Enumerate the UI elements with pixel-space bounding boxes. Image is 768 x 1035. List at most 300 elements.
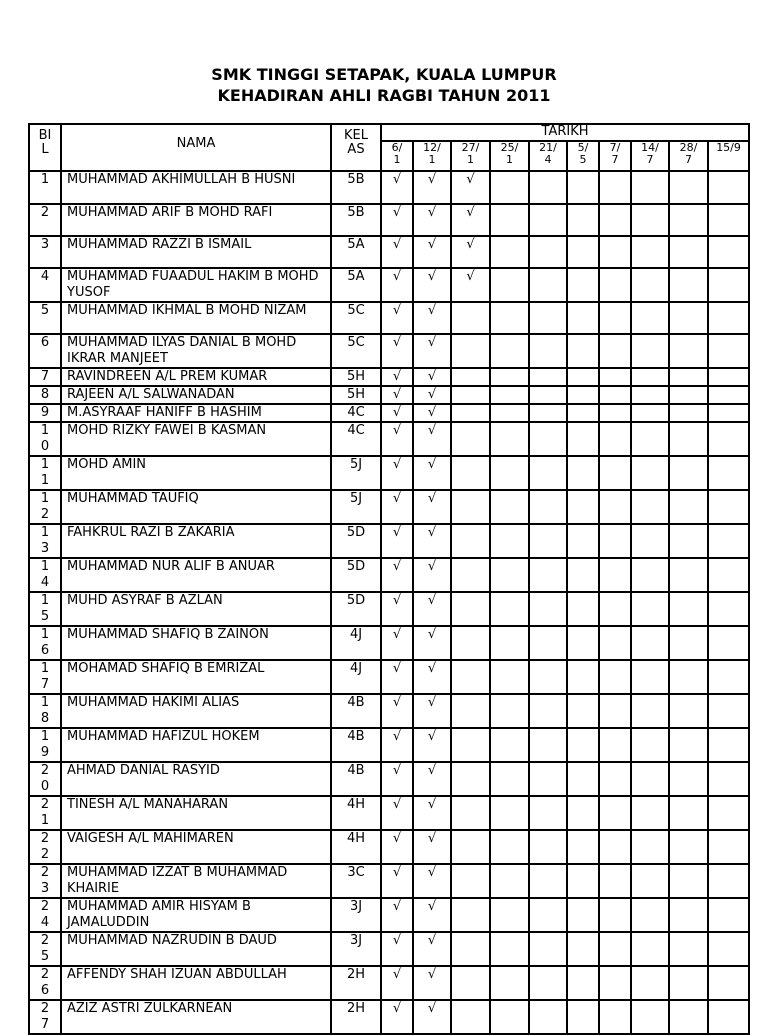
table-row bbox=[29, 694, 749, 728]
empty-cell bbox=[451, 830, 490, 864]
empty-cell bbox=[669, 592, 708, 626]
empty-cell bbox=[599, 422, 631, 456]
empty-cell bbox=[708, 456, 749, 490]
header-date: 21/ 4 bbox=[529, 141, 567, 171]
check-mark: √ bbox=[413, 592, 451, 626]
empty-cell bbox=[529, 490, 567, 524]
check-mark: √ bbox=[381, 864, 413, 898]
empty-cell bbox=[708, 368, 749, 386]
empty-cell bbox=[567, 558, 599, 592]
empty-cell bbox=[631, 171, 669, 204]
row-kelas: 5D bbox=[331, 592, 381, 626]
header-date: 6/ 1 bbox=[381, 141, 413, 171]
check-mark: √ bbox=[381, 204, 413, 236]
check-mark: √ bbox=[413, 966, 451, 1000]
empty-cell bbox=[599, 660, 631, 694]
empty-cell bbox=[490, 524, 529, 558]
empty-cell bbox=[490, 830, 529, 864]
empty-cell bbox=[567, 368, 599, 386]
empty-cell bbox=[451, 558, 490, 592]
empty-cell bbox=[451, 762, 490, 796]
empty-cell bbox=[669, 694, 708, 728]
empty-cell bbox=[599, 456, 631, 490]
empty-cell bbox=[529, 1000, 567, 1034]
empty-cell bbox=[708, 558, 749, 592]
check-mark: √ bbox=[413, 762, 451, 796]
check-mark: √ bbox=[413, 204, 451, 236]
row-nama: MUHD ASYRAF B AZLAN bbox=[61, 592, 331, 626]
empty-cell bbox=[529, 796, 567, 830]
empty-cell bbox=[567, 456, 599, 490]
check-mark: √ bbox=[413, 334, 451, 368]
empty-cell bbox=[490, 932, 529, 966]
empty-cell bbox=[631, 966, 669, 1000]
empty-cell bbox=[567, 762, 599, 796]
empty-cell bbox=[669, 456, 708, 490]
empty-cell bbox=[669, 660, 708, 694]
empty-cell bbox=[599, 334, 631, 368]
empty-cell bbox=[631, 302, 669, 334]
table-row bbox=[29, 558, 749, 592]
table-row bbox=[29, 728, 749, 762]
empty-cell bbox=[567, 694, 599, 728]
empty-cell bbox=[708, 830, 749, 864]
row-kelas: 4B bbox=[331, 762, 381, 796]
header-date: 27/ 1 bbox=[451, 141, 490, 171]
check-mark: √ bbox=[381, 302, 413, 334]
check-mark: √ bbox=[381, 422, 413, 456]
empty-cell bbox=[529, 932, 567, 966]
empty-cell bbox=[490, 796, 529, 830]
header-date: 5/ 5 bbox=[567, 141, 599, 171]
empty-cell bbox=[631, 334, 669, 368]
check-mark: √ bbox=[413, 932, 451, 966]
empty-cell bbox=[529, 386, 567, 404]
row-kelas: 2H bbox=[331, 1000, 381, 1034]
check-mark: √ bbox=[451, 236, 490, 268]
check-mark: √ bbox=[381, 236, 413, 268]
row-kelas: 5J bbox=[331, 456, 381, 490]
empty-cell bbox=[529, 524, 567, 558]
empty-cell bbox=[708, 386, 749, 404]
empty-cell bbox=[567, 626, 599, 660]
row-kelas: 4J bbox=[331, 626, 381, 660]
empty-cell bbox=[599, 728, 631, 762]
table-row bbox=[29, 830, 749, 864]
empty-cell bbox=[631, 1000, 669, 1034]
empty-cell bbox=[631, 368, 669, 386]
empty-cell bbox=[529, 694, 567, 728]
empty-cell bbox=[708, 171, 749, 204]
empty-cell bbox=[669, 422, 708, 456]
empty-cell bbox=[599, 898, 631, 932]
empty-cell bbox=[631, 524, 669, 558]
empty-cell bbox=[599, 864, 631, 898]
row-nama: MOHD AMIN bbox=[61, 456, 331, 490]
row-bil: 2 0 bbox=[29, 762, 61, 796]
empty-cell bbox=[529, 422, 567, 456]
check-mark: √ bbox=[413, 524, 451, 558]
empty-cell bbox=[631, 796, 669, 830]
empty-cell bbox=[451, 864, 490, 898]
empty-cell bbox=[708, 592, 749, 626]
empty-cell bbox=[599, 204, 631, 236]
empty-cell bbox=[708, 1000, 749, 1034]
empty-cell bbox=[567, 386, 599, 404]
row-kelas: 4C bbox=[331, 404, 381, 422]
empty-cell bbox=[631, 932, 669, 966]
empty-cell bbox=[669, 1000, 708, 1034]
empty-cell bbox=[631, 762, 669, 796]
row-kelas: 4H bbox=[331, 796, 381, 830]
empty-cell bbox=[490, 660, 529, 694]
header-date: 28/ 7 bbox=[669, 141, 708, 171]
check-mark: √ bbox=[413, 268, 451, 302]
empty-cell bbox=[708, 660, 749, 694]
header-date: 15/9 bbox=[708, 141, 749, 171]
empty-cell bbox=[490, 386, 529, 404]
empty-cell bbox=[490, 490, 529, 524]
table-row bbox=[29, 1000, 749, 1034]
empty-cell bbox=[567, 660, 599, 694]
empty-cell bbox=[599, 626, 631, 660]
empty-cell bbox=[669, 204, 708, 236]
row-kelas: 2H bbox=[331, 966, 381, 1000]
empty-cell bbox=[599, 490, 631, 524]
attendance-table bbox=[28, 123, 750, 1035]
table-row bbox=[29, 334, 749, 368]
empty-cell bbox=[567, 490, 599, 524]
row-kelas: 5B bbox=[331, 171, 381, 204]
table-row bbox=[29, 268, 749, 302]
empty-cell bbox=[490, 171, 529, 204]
row-nama: MUHAMMAD NAZRUDIN B DAUD bbox=[61, 932, 331, 966]
empty-cell bbox=[451, 966, 490, 1000]
check-mark: √ bbox=[413, 558, 451, 592]
empty-cell bbox=[490, 236, 529, 268]
row-nama: MOHAMAD SHAFIQ B EMRIZAL bbox=[61, 660, 331, 694]
check-mark: √ bbox=[381, 268, 413, 302]
check-mark: √ bbox=[381, 171, 413, 204]
check-mark: √ bbox=[413, 490, 451, 524]
empty-cell bbox=[708, 762, 749, 796]
check-mark: √ bbox=[451, 268, 490, 302]
check-mark: √ bbox=[413, 368, 451, 386]
row-bil: 7 bbox=[29, 368, 61, 386]
table-row bbox=[29, 524, 749, 558]
row-bil: 1 5 bbox=[29, 592, 61, 626]
empty-cell bbox=[631, 236, 669, 268]
row-kelas: 5A bbox=[331, 236, 381, 268]
row-bil: 3 bbox=[29, 236, 61, 268]
table-row bbox=[29, 302, 749, 334]
empty-cell bbox=[529, 592, 567, 626]
empty-cell bbox=[490, 404, 529, 422]
row-nama: MUHAMMAD IZZAT B MUHAMMAD KHAIRIE bbox=[61, 864, 331, 898]
empty-cell bbox=[529, 368, 567, 386]
empty-cell bbox=[708, 302, 749, 334]
empty-cell bbox=[708, 404, 749, 422]
empty-cell bbox=[567, 171, 599, 204]
empty-cell bbox=[669, 796, 708, 830]
empty-cell bbox=[567, 592, 599, 626]
empty-cell bbox=[599, 932, 631, 966]
check-mark: √ bbox=[413, 302, 451, 334]
empty-cell bbox=[567, 268, 599, 302]
empty-cell bbox=[599, 558, 631, 592]
check-mark: √ bbox=[381, 966, 413, 1000]
empty-cell bbox=[451, 404, 490, 422]
empty-cell bbox=[708, 334, 749, 368]
empty-cell bbox=[708, 796, 749, 830]
empty-cell bbox=[529, 830, 567, 864]
empty-cell bbox=[451, 422, 490, 456]
empty-cell bbox=[708, 728, 749, 762]
empty-cell bbox=[669, 404, 708, 422]
row-nama: MUHAMMAD HAFIZUL HOKEM bbox=[61, 728, 331, 762]
empty-cell bbox=[599, 796, 631, 830]
empty-cell bbox=[669, 864, 708, 898]
empty-cell bbox=[529, 334, 567, 368]
header-kelas: KEL AS bbox=[331, 124, 381, 171]
row-nama: RAVINDREEN A/L PREM KUMAR bbox=[61, 368, 331, 386]
row-nama: FAHKRUL RAZI B ZAKARIA bbox=[61, 524, 331, 558]
empty-cell bbox=[529, 456, 567, 490]
empty-cell bbox=[631, 830, 669, 864]
check-mark: √ bbox=[381, 386, 413, 404]
empty-cell bbox=[669, 490, 708, 524]
check-mark: √ bbox=[381, 728, 413, 762]
empty-cell bbox=[490, 456, 529, 490]
check-mark: √ bbox=[381, 660, 413, 694]
empty-cell bbox=[567, 422, 599, 456]
empty-cell bbox=[490, 762, 529, 796]
row-kelas: 4B bbox=[331, 694, 381, 728]
empty-cell bbox=[451, 368, 490, 386]
empty-cell bbox=[567, 334, 599, 368]
check-mark: √ bbox=[381, 524, 413, 558]
empty-cell bbox=[567, 864, 599, 898]
empty-cell bbox=[567, 728, 599, 762]
empty-cell bbox=[708, 268, 749, 302]
table-row bbox=[29, 386, 749, 404]
empty-cell bbox=[451, 694, 490, 728]
check-mark: √ bbox=[413, 171, 451, 204]
row-nama: MOHD RIZKY FAWEI B KASMAN bbox=[61, 422, 331, 456]
empty-cell bbox=[708, 898, 749, 932]
row-nama: MUHAMMAD FUAADUL HAKIM B MOHD YUSOF bbox=[61, 268, 331, 302]
empty-cell bbox=[669, 524, 708, 558]
empty-cell bbox=[451, 660, 490, 694]
empty-cell bbox=[631, 268, 669, 302]
check-mark: √ bbox=[413, 236, 451, 268]
empty-cell bbox=[669, 334, 708, 368]
table-row bbox=[29, 932, 749, 966]
row-bil: 5 bbox=[29, 302, 61, 334]
check-mark: √ bbox=[451, 204, 490, 236]
row-kelas: 4H bbox=[331, 830, 381, 864]
row-kelas: 5A bbox=[331, 268, 381, 302]
row-kelas: 3J bbox=[331, 932, 381, 966]
check-mark: √ bbox=[413, 694, 451, 728]
header-bil: BI L bbox=[29, 124, 61, 171]
empty-cell bbox=[669, 898, 708, 932]
check-mark: √ bbox=[381, 762, 413, 796]
header-nama: NAMA bbox=[61, 124, 331, 171]
empty-cell bbox=[631, 626, 669, 660]
empty-cell bbox=[669, 558, 708, 592]
empty-cell bbox=[669, 302, 708, 334]
check-mark: √ bbox=[381, 456, 413, 490]
row-bil: 1 0 bbox=[29, 422, 61, 456]
empty-cell bbox=[529, 558, 567, 592]
empty-cell bbox=[631, 386, 669, 404]
empty-cell bbox=[708, 966, 749, 1000]
table-row bbox=[29, 762, 749, 796]
empty-cell bbox=[708, 932, 749, 966]
row-bil: 2 6 bbox=[29, 966, 61, 1000]
empty-cell bbox=[669, 386, 708, 404]
row-kelas: 5H bbox=[331, 386, 381, 404]
empty-cell bbox=[529, 762, 567, 796]
empty-cell bbox=[451, 796, 490, 830]
empty-cell bbox=[451, 932, 490, 966]
check-mark: √ bbox=[381, 334, 413, 368]
row-bil: 2 4 bbox=[29, 898, 61, 932]
check-mark: √ bbox=[413, 728, 451, 762]
row-kelas: 5C bbox=[331, 302, 381, 334]
check-mark: √ bbox=[413, 660, 451, 694]
empty-cell bbox=[529, 626, 567, 660]
empty-cell bbox=[451, 490, 490, 524]
empty-cell bbox=[631, 660, 669, 694]
row-bil: 4 bbox=[29, 268, 61, 302]
check-mark: √ bbox=[413, 898, 451, 932]
check-mark: √ bbox=[381, 404, 413, 422]
empty-cell bbox=[490, 864, 529, 898]
check-mark: √ bbox=[381, 694, 413, 728]
empty-cell bbox=[669, 171, 708, 204]
empty-cell bbox=[567, 524, 599, 558]
empty-cell bbox=[567, 796, 599, 830]
row-nama: M.ASYRAAF HANIFF B HASHIM bbox=[61, 404, 331, 422]
row-kelas: 5H bbox=[331, 368, 381, 386]
empty-cell bbox=[529, 204, 567, 236]
check-mark: √ bbox=[451, 171, 490, 204]
row-bil: 6 bbox=[29, 334, 61, 368]
empty-cell bbox=[529, 864, 567, 898]
check-mark: √ bbox=[381, 368, 413, 386]
row-kelas: 4J bbox=[331, 660, 381, 694]
empty-cell bbox=[529, 660, 567, 694]
empty-cell bbox=[451, 302, 490, 334]
row-kelas: 5C bbox=[331, 334, 381, 368]
empty-cell bbox=[567, 1000, 599, 1034]
empty-cell bbox=[631, 592, 669, 626]
table-row bbox=[29, 966, 749, 1000]
table-row bbox=[29, 796, 749, 830]
table-row bbox=[29, 592, 749, 626]
empty-cell bbox=[567, 204, 599, 236]
row-nama: MUHAMMAD AKHIMULLAH B HUSNI bbox=[61, 171, 331, 204]
row-bil: 1 9 bbox=[29, 728, 61, 762]
empty-cell bbox=[567, 830, 599, 864]
check-mark: √ bbox=[381, 592, 413, 626]
empty-cell bbox=[490, 268, 529, 302]
empty-cell bbox=[490, 898, 529, 932]
check-mark: √ bbox=[413, 386, 451, 404]
check-mark: √ bbox=[381, 558, 413, 592]
table-row bbox=[29, 204, 749, 236]
row-nama: AZIZ ASTRI ZULKARNEAN bbox=[61, 1000, 331, 1034]
empty-cell bbox=[669, 966, 708, 1000]
empty-cell bbox=[599, 1000, 631, 1034]
row-nama: AFFENDY SHAH IZUAN ABDULLAH bbox=[61, 966, 331, 1000]
empty-cell bbox=[567, 932, 599, 966]
empty-cell bbox=[708, 236, 749, 268]
check-mark: √ bbox=[381, 1000, 413, 1034]
table-row bbox=[29, 404, 749, 422]
empty-cell bbox=[490, 728, 529, 762]
empty-cell bbox=[631, 728, 669, 762]
table-row bbox=[29, 660, 749, 694]
empty-cell bbox=[490, 334, 529, 368]
empty-cell bbox=[451, 626, 490, 660]
check-mark: √ bbox=[413, 1000, 451, 1034]
empty-cell bbox=[631, 558, 669, 592]
check-mark: √ bbox=[381, 626, 413, 660]
check-mark: √ bbox=[413, 830, 451, 864]
header-date: 7/ 7 bbox=[599, 141, 631, 171]
empty-cell bbox=[529, 236, 567, 268]
row-kelas: 4B bbox=[331, 728, 381, 762]
empty-cell bbox=[451, 592, 490, 626]
document-subtitle: KEHADIRAN AHLI RAGBI TAHUN 2011 bbox=[217, 86, 551, 105]
empty-cell bbox=[599, 524, 631, 558]
table-row bbox=[29, 898, 749, 932]
row-bil: 1 3 bbox=[29, 524, 61, 558]
empty-cell bbox=[631, 404, 669, 422]
row-nama: AHMAD DANIAL RASYID bbox=[61, 762, 331, 796]
empty-cell bbox=[631, 694, 669, 728]
empty-cell bbox=[451, 1000, 490, 1034]
check-mark: √ bbox=[381, 898, 413, 932]
empty-cell bbox=[708, 626, 749, 660]
empty-cell bbox=[451, 728, 490, 762]
empty-cell bbox=[669, 368, 708, 386]
check-mark: √ bbox=[381, 796, 413, 830]
row-kelas: 5B bbox=[331, 204, 381, 236]
empty-cell bbox=[669, 728, 708, 762]
empty-cell bbox=[669, 932, 708, 966]
header-date: 25/ 1 bbox=[490, 141, 529, 171]
empty-cell bbox=[490, 592, 529, 626]
empty-cell bbox=[529, 898, 567, 932]
empty-cell bbox=[529, 171, 567, 204]
check-mark: √ bbox=[381, 830, 413, 864]
empty-cell bbox=[631, 490, 669, 524]
empty-cell bbox=[708, 524, 749, 558]
empty-cell bbox=[567, 302, 599, 334]
table-row bbox=[29, 422, 749, 456]
empty-cell bbox=[490, 694, 529, 728]
empty-cell bbox=[669, 830, 708, 864]
row-nama: MUHAMMAD ARIF B MOHD RAFI bbox=[61, 204, 331, 236]
row-nama: MUHAMMAD IKHMAL B MOHD NIZAM bbox=[61, 302, 331, 334]
check-mark: √ bbox=[381, 490, 413, 524]
empty-cell bbox=[631, 898, 669, 932]
row-bil: 2 2 bbox=[29, 830, 61, 864]
